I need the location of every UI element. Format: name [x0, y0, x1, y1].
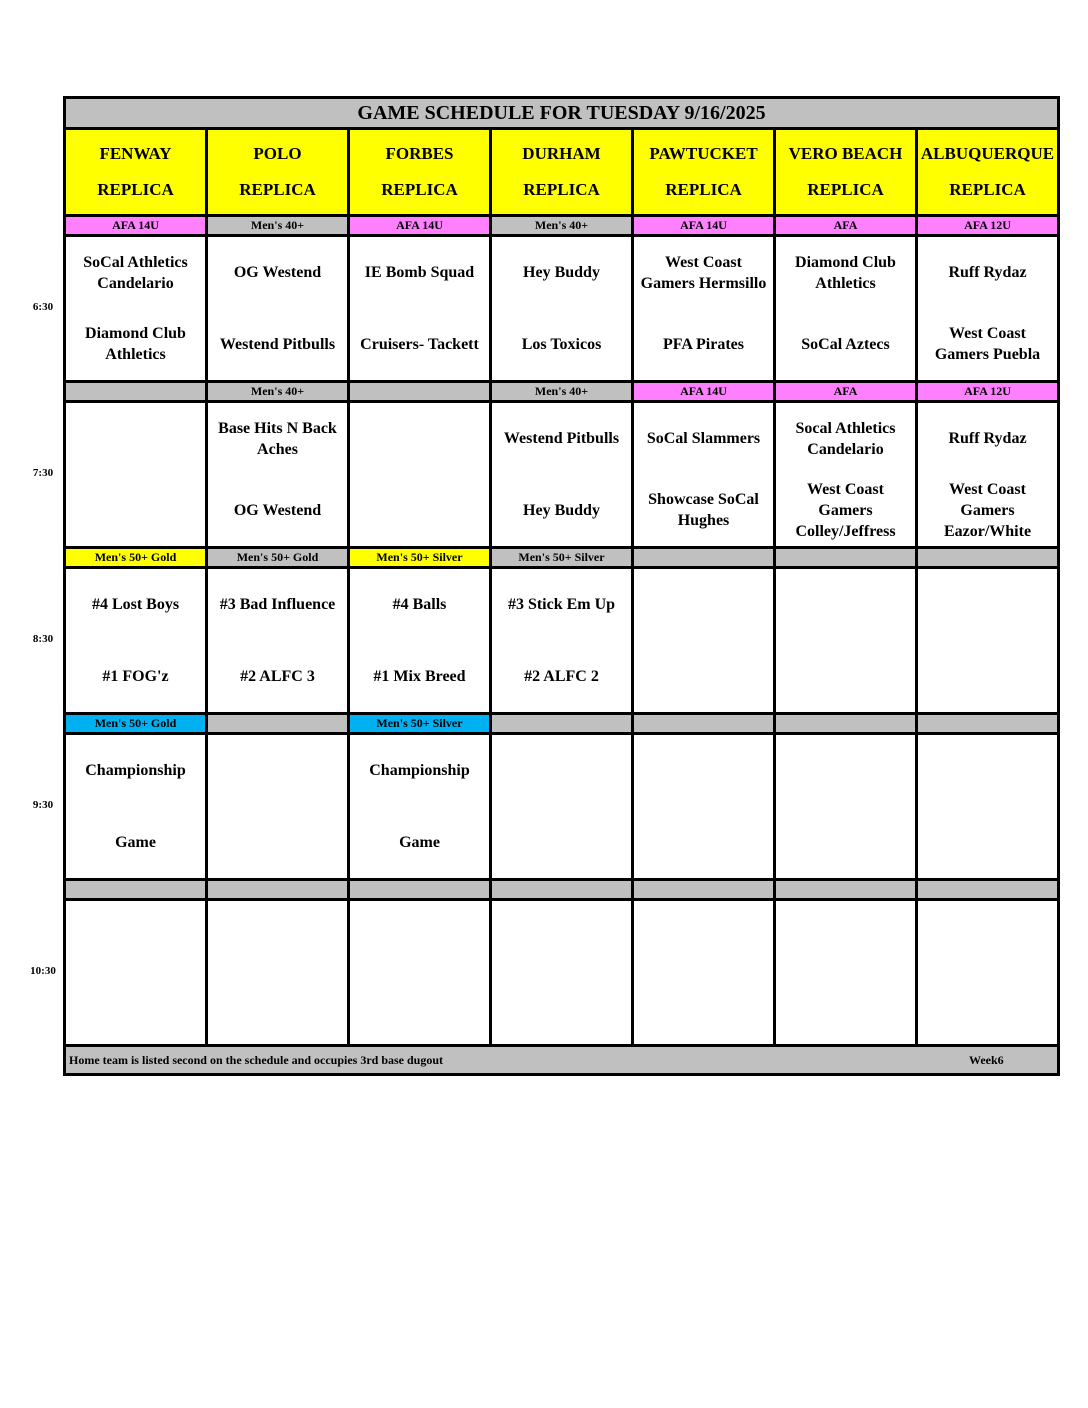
game-cell [350, 735, 492, 878]
category-label [918, 715, 1057, 732]
game-cell [918, 901, 1057, 1044]
game-cell [66, 735, 208, 878]
away-team [634, 735, 773, 807]
game-cell [208, 237, 350, 380]
home-team: West Coast Gamers Colley/Jeffress [795, 480, 896, 540]
category-label: AFA [776, 383, 918, 400]
category-row [66, 881, 1057, 901]
game-cell [66, 569, 208, 712]
field-subtitle: REPLICA [949, 180, 1026, 199]
home-team: Hey Buddy [523, 501, 600, 519]
home-team: Los Toxicos [521, 335, 602, 353]
home-team: West Coast Gamers Puebla [934, 325, 1041, 364]
field-header-fenway [66, 130, 208, 214]
week-label: Week6 [969, 1053, 1004, 1067]
away-team [776, 569, 915, 641]
field-name: FORBES [385, 144, 454, 163]
field-header-row [66, 130, 1057, 217]
game-row [66, 403, 1057, 549]
category-row [66, 715, 1057, 735]
away-team [350, 403, 489, 475]
category-label [208, 881, 350, 898]
away-team [492, 735, 631, 807]
category-label: AFA 14U [350, 217, 492, 234]
category-label [634, 549, 776, 566]
category-row [66, 549, 1057, 569]
field-subtitle: REPLICA [239, 180, 316, 199]
footer-bar [66, 1047, 1057, 1073]
field-subtitle: REPLICA [523, 180, 600, 199]
away-team: OG Westend [233, 264, 322, 282]
game-row [66, 569, 1057, 715]
field-subtitle: REPLICA [381, 180, 458, 199]
away-team: Ruff Rydaz [948, 430, 1027, 448]
category-row [66, 217, 1057, 237]
game-cell [492, 237, 634, 380]
field-subtitle: REPLICA [807, 180, 884, 199]
field-header-polo [208, 130, 350, 214]
category-label [776, 715, 918, 732]
field-subtitle: REPLICA [97, 180, 174, 199]
game-cell [776, 735, 918, 878]
home-team [492, 807, 631, 879]
game-cell [492, 569, 634, 712]
home-team: Cruisers- Tackett [360, 335, 479, 353]
away-team: Socal Athletics Candelario [795, 419, 896, 458]
category-label: Men's 50+ Silver [350, 715, 492, 732]
field-name: POLO [253, 144, 302, 163]
game-cell [492, 735, 634, 878]
home-team [634, 973, 773, 1045]
category-label [208, 715, 350, 732]
time-label: 10:30 [30, 965, 56, 977]
game-cell [918, 237, 1057, 380]
away-team: West Coast Gamers Hermsillo [640, 253, 767, 292]
category-label: AFA [776, 217, 918, 234]
category-row [66, 383, 1057, 403]
game-cell [350, 901, 492, 1044]
home-team [208, 807, 347, 879]
away-team [776, 901, 915, 973]
game-row [66, 735, 1057, 881]
home-team [634, 641, 773, 713]
category-label [66, 881, 208, 898]
game-cell [634, 569, 776, 712]
home-team [776, 973, 915, 1045]
home-team: West Coast Gamers Eazor/White [943, 480, 1032, 540]
category-label [492, 881, 634, 898]
category-label [918, 549, 1057, 566]
home-team: #1 FOG'z [102, 667, 169, 685]
game-cell [350, 403, 492, 546]
game-cell [634, 901, 776, 1044]
away-team: Championship [85, 762, 186, 780]
category-label: Men's 50+ Gold [66, 549, 208, 566]
home-team [350, 475, 489, 547]
game-cell [66, 403, 208, 546]
game-cell [350, 237, 492, 380]
away-team: Westend Pitbulls [503, 430, 620, 448]
category-label [776, 549, 918, 566]
game-cell [918, 569, 1057, 712]
home-team [776, 807, 915, 879]
game-cell [634, 237, 776, 380]
game-row [66, 237, 1057, 383]
home-team [776, 641, 915, 713]
away-team [634, 569, 773, 641]
time-slots [66, 217, 1057, 1047]
game-cell [208, 403, 350, 546]
away-team [492, 901, 631, 973]
away-team [918, 901, 1057, 973]
time-label: 8:30 [32, 633, 54, 645]
category-label [918, 881, 1057, 898]
schedule-title: GAME SCHEDULE FOR TUESDAY 9/16/2025 [66, 99, 1057, 130]
game-cell [776, 237, 918, 380]
field-name: FENWAY [99, 144, 172, 163]
game-cell [66, 901, 208, 1044]
time-label: 7:30 [32, 467, 54, 479]
game-cell [208, 569, 350, 712]
game-cell [776, 901, 918, 1044]
category-label: Men's 40+ [208, 217, 350, 234]
category-label [776, 881, 918, 898]
category-label: Men's 40+ [492, 383, 634, 400]
home-team: Game [399, 833, 440, 851]
home-team [918, 641, 1057, 713]
home-team: OG Westend [233, 501, 322, 519]
away-team: Hey Buddy [523, 264, 600, 282]
category-label: AFA 12U [918, 217, 1057, 234]
home-team [350, 973, 489, 1045]
game-cell [918, 735, 1057, 878]
game-cell [492, 403, 634, 546]
field-name: ALBUQUERQUE [920, 144, 1055, 163]
home-team [66, 973, 205, 1045]
home-team: Game [115, 833, 156, 851]
category-label: AFA 14U [634, 383, 776, 400]
away-team: SoCal Slammers [646, 430, 761, 448]
game-cell [350, 569, 492, 712]
category-label [350, 383, 492, 400]
game-cell [66, 237, 208, 380]
time-label: 9:30 [32, 799, 54, 811]
away-team: SoCal Athletics Candelario [83, 253, 188, 292]
game-cell [634, 735, 776, 878]
away-team: #4 Lost Boys [91, 596, 180, 614]
field-header-durham [492, 130, 634, 214]
home-team: Westend Pitbulls [219, 335, 336, 353]
game-cell [918, 403, 1057, 546]
game-cell [776, 403, 918, 546]
field-name: PAWTUCKET [649, 144, 758, 163]
away-team [350, 901, 489, 973]
away-team [776, 735, 915, 807]
away-team: #4 Balls [392, 596, 447, 614]
field-subtitle: REPLICA [665, 180, 742, 199]
away-team: #3 Stick Em Up [507, 596, 616, 614]
home-team [66, 475, 205, 547]
home-team: SoCal Aztecs [801, 335, 890, 353]
away-team: Base Hits N Back Aches [218, 419, 337, 458]
game-cell [634, 403, 776, 546]
home-team: #2 ALFC 3 [240, 667, 315, 685]
category-label: Men's 50+ Gold [66, 715, 208, 732]
game-cell [776, 569, 918, 712]
category-label: AFA 14U [66, 217, 208, 234]
home-team-note: Home team is listed second on the schedule and occupies 3rd base dugout [69, 1053, 444, 1067]
category-label: Men's 40+ [492, 217, 634, 234]
away-team [918, 735, 1057, 807]
category-label [634, 715, 776, 732]
game-cell [208, 901, 350, 1044]
away-team [66, 901, 205, 973]
home-team: PFA Pirates [662, 335, 744, 353]
home-team [492, 973, 631, 1045]
category-label: AFA 14U [634, 217, 776, 234]
home-team [634, 807, 773, 879]
category-label [634, 881, 776, 898]
game-row [66, 901, 1057, 1047]
away-team: #3 Bad Influence [219, 596, 336, 614]
home-team [918, 973, 1057, 1045]
away-team: IE Bomb Squad [364, 264, 475, 282]
field-name: VERO BEACH [788, 144, 903, 163]
game-cell [208, 735, 350, 878]
home-team [208, 973, 347, 1045]
field-header-albuquerque [918, 130, 1057, 214]
category-label: Men's 50+ Gold [208, 549, 350, 566]
game-cell [492, 901, 634, 1044]
category-label: Men's 50+ Silver [492, 549, 634, 566]
home-team: #1 Mix Breed [373, 667, 466, 685]
away-team [208, 901, 347, 973]
away-team: Championship [369, 762, 470, 780]
away-team: Ruff Rydaz [948, 264, 1027, 282]
away-team [208, 735, 347, 807]
time-label: 6:30 [32, 301, 54, 313]
home-team: Showcase SoCal Hughes [648, 491, 759, 530]
category-label: Men's 40+ [208, 383, 350, 400]
field-header-vero-beach [776, 130, 918, 214]
schedule-sheet [63, 96, 1060, 1076]
category-label: Men's 50+ Silver [350, 549, 492, 566]
away-team [66, 403, 205, 475]
field-header-forbes [350, 130, 492, 214]
home-team [918, 807, 1057, 879]
field-name: DURHAM [522, 144, 601, 163]
category-label [66, 383, 208, 400]
away-team [634, 901, 773, 973]
field-header-pawtucket [634, 130, 776, 214]
away-team: Diamond Club Athletics [795, 253, 896, 292]
category-label [350, 881, 492, 898]
home-team: #2 ALFC 2 [524, 667, 599, 685]
category-label: AFA 12U [918, 383, 1057, 400]
home-team: Diamond Club Athletics [85, 325, 186, 364]
category-label [492, 715, 634, 732]
away-team [918, 569, 1057, 641]
